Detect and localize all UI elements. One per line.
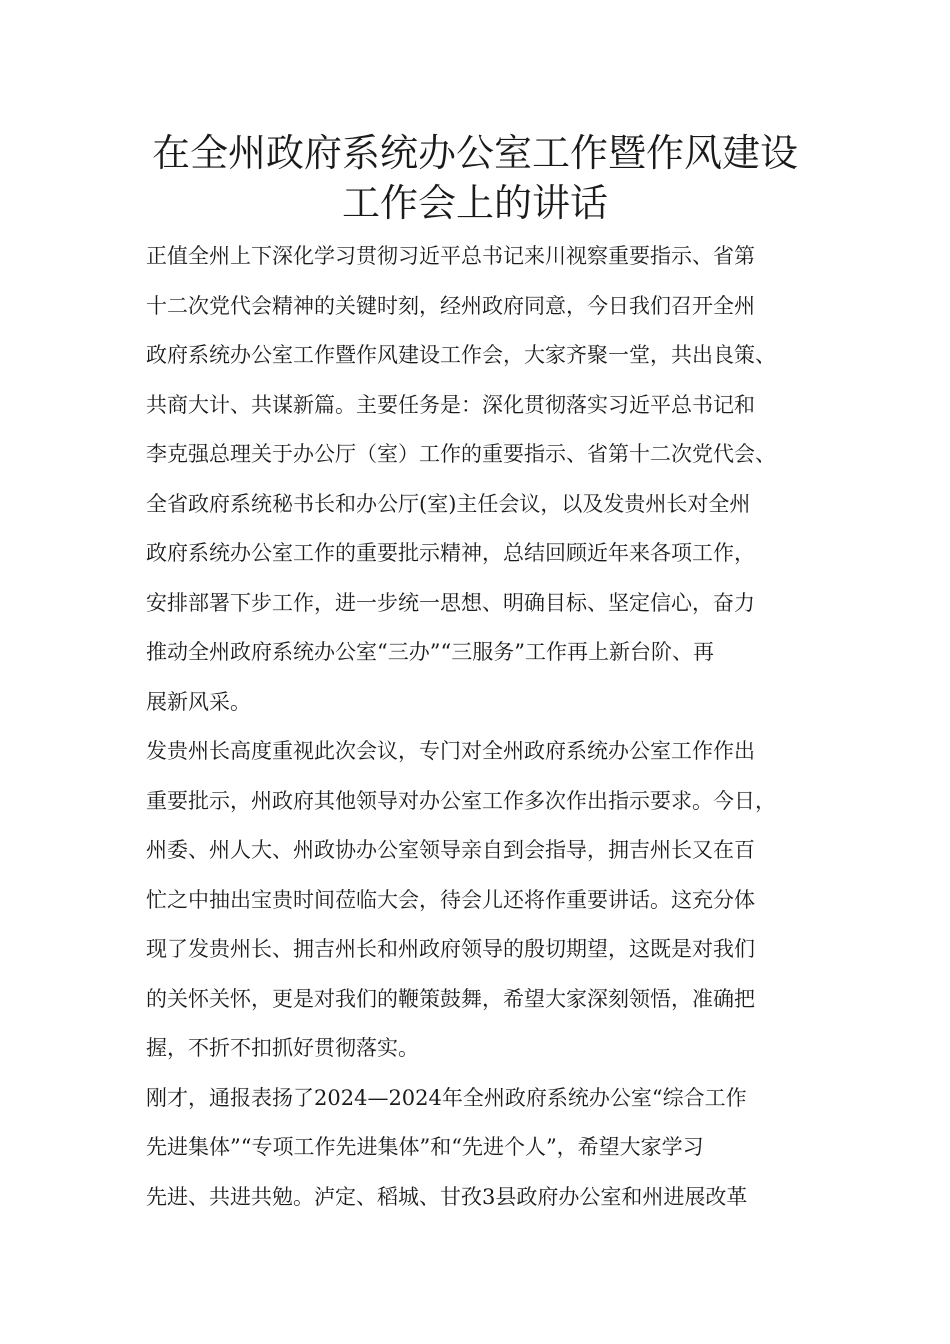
page-title: [120, 128, 830, 228]
text-line: 展新风采。: [146, 689, 251, 714]
text-line: 握，不折不扣抓好贯彻落实。: [146, 1036, 419, 1060]
text-line: 政府系统办公室工作的重要批示精神，总结回顾近年来各项工作，: [146, 541, 755, 565]
text-line: 刚才，通报表扬了2024—2024年全州政府系统办公室“综合工作: [146, 1085, 747, 1110]
paragraph-1: [146, 232, 826, 727]
text-line: 正值全州上下深化学习贯彻习近平总书记来川视察重要指示、省第: [146, 244, 755, 268]
text-line: 十二次党代会精神的关键时刻，经州政府同意，今日我们召开全州: [146, 293, 755, 318]
title-line-2: 工作会上的讲话: [341, 181, 608, 225]
text-line: 先进、共进共勉。泸定、稻城、甘孜3县政府办公室和州进展改革: [146, 1184, 748, 1209]
text-line: 现了发贵州长、拥吉州长和州政府领导的殷切期望，这既是对我们: [146, 937, 755, 961]
text-line: 政府系统办公室工作暨作风建设工作会，大家齐聚一堂，共出良策、: [146, 343, 776, 367]
text-line: 州委、州人大、州政协办公室领导亲自到会指导，拥吉州长又在百: [146, 838, 755, 862]
text-line: 先进集体”“专项工作先进集体”和“先进个人”，希望大家学习: [146, 1135, 704, 1159]
text-line: 安排部署下步工作，进一步统一思想、明确目标、坚定信心，奋力: [146, 590, 755, 615]
document-body: [146, 232, 826, 1222]
text-line: 推动全州政府系统办公室“三办”“三服务”工作再上新台阶、再: [146, 640, 714, 664]
paragraph-3: [146, 1074, 826, 1223]
text-line: 重要批示，州政府其他领导对办公室工作多次作出指示要求。今日，: [146, 788, 776, 813]
text-line: 的关怀关怀，更是对我们的鞭策鼓舞，希望大家深刻领悟，准确把: [146, 986, 755, 1011]
text-line: 全省政府系统秘书长和办公厅(室)主任会议，以及发贵州长对全州: [146, 491, 751, 516]
text-line: 共商大计、共谋新篇。主要任务是：深化贯彻落实习近平总书记和: [146, 392, 755, 417]
text-line: 发贵州长高度重视此次会议，专门对全州政府系统办公室工作作出: [146, 739, 755, 763]
text-line: 忙之中抽出宝贵时间莅临大会，待会儿还将作重要讲话。这充分体: [146, 887, 755, 912]
title-line-1: 在全州政府系统办公室工作暨作风建设: [151, 131, 798, 175]
paragraph-2: [146, 727, 826, 1074]
text-line: 李克强总理关于办公厅（室）工作的重要指示、省第十二次党代会、: [146, 442, 776, 466]
